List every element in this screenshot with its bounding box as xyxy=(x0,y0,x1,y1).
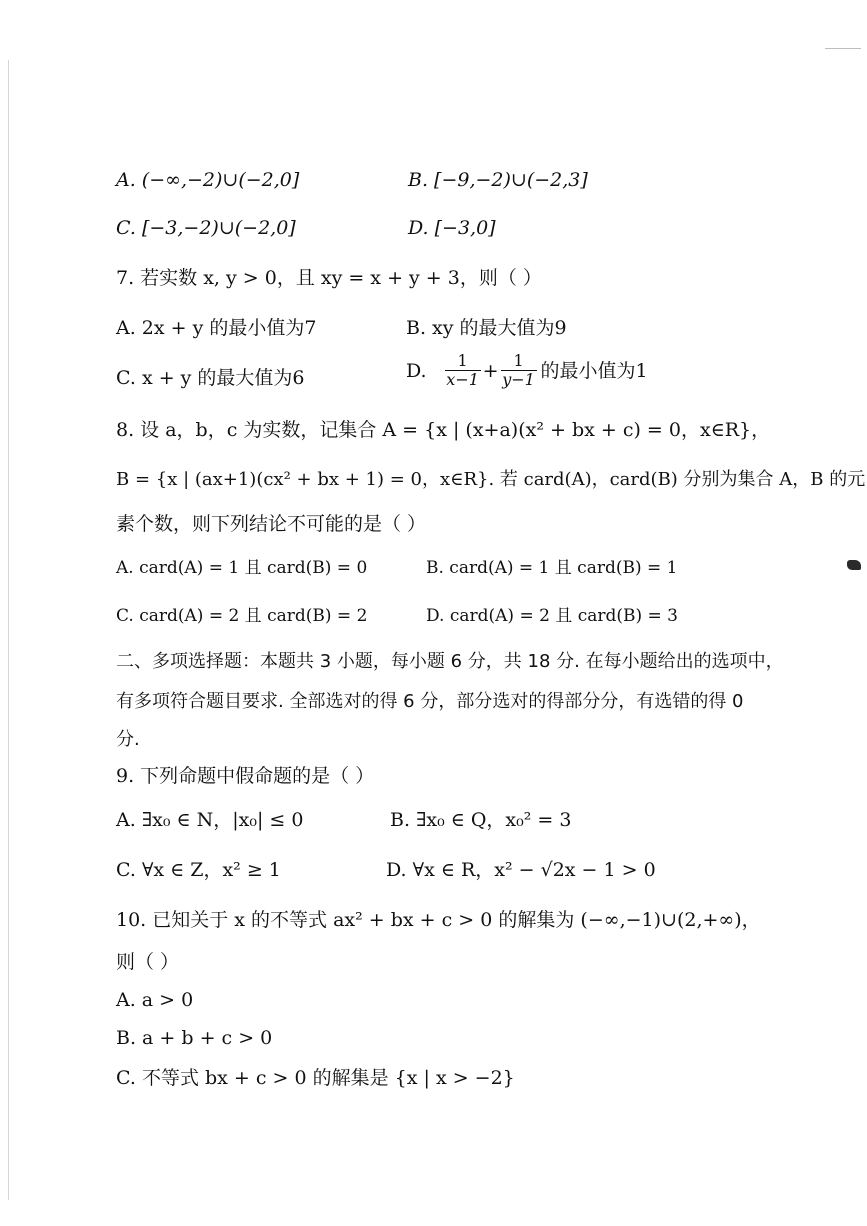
q8-option-b: B. card(A) = 1 且 card(B) = 1 xyxy=(426,558,678,578)
q6-option-b: B. [−9,−2)∪(−2,3] xyxy=(408,169,588,191)
q10-stem: 10. 已知关于 x 的不等式 ax² + bx + c > 0 的解集为 (−∞,−1)∪(2,+∞)， xyxy=(116,909,761,931)
q7-option-a: A. 2x + y 的最小值为7 xyxy=(116,317,317,339)
q7-fraction-1-numerator: 1 xyxy=(457,351,468,370)
section2-line-1: 二、多项选择题：本题共 3 小题，每小题 6 分，共 18 分. 在每小题给出的选项中， xyxy=(116,651,784,672)
section2-line-2: 有多项符合题目要求. 全部选对的得 6 分，部分选对的得部分分，有选错的得 0 xyxy=(116,691,744,712)
q9-option-c: C. ∀x ∈ Z，x² ≥ 1 xyxy=(116,859,281,881)
q7-option-c: C. x + y 的最大值为6 xyxy=(116,367,305,389)
q10-option-a: A. a > 0 xyxy=(116,989,194,1011)
q7-stem: 7. 若实数 x, y > 0，且 xy = x + y + 3，则（ ） xyxy=(116,267,542,289)
q7-plus-sign: + xyxy=(482,359,499,382)
scan-speck xyxy=(847,560,861,570)
q10-option-c: C. 不等式 bx + c > 0 的解集是 {x | x > −2} xyxy=(116,1067,515,1089)
q9-option-b: B. ∃x₀ ∈ Q，x₀² = 3 xyxy=(390,809,572,831)
q8-line-1: 8. 设 a，b，c 为实数，记集合 A = {x | (x+a)(x² + bx + c) = 0，x∈R}， xyxy=(116,419,771,441)
q8-option-a: A. card(A) = 1 且 card(B) = 0 xyxy=(116,558,368,578)
scan-edge-line xyxy=(8,60,9,1200)
q7-fraction-1-denominator: x−1 xyxy=(446,370,479,389)
q7-fraction-2-denominator: y−1 xyxy=(502,370,535,389)
section2-line-3: 分. xyxy=(116,729,140,750)
q7-option-b: B. xy 的最大值为9 xyxy=(406,317,567,339)
q6-option-a: A. (−∞,−2)∪(−2,0] xyxy=(116,169,300,191)
q9-option-d: D. ∀x ∈ R，x² − √2x − 1 > 0 xyxy=(386,859,656,881)
q8-line-3: 素个数，则下列结论不可能的是（ ） xyxy=(116,513,427,535)
q10-stem-2: 则（ ） xyxy=(116,951,180,973)
q6-option-c: C. [−3,−2)∪(−2,0] xyxy=(116,217,296,239)
q7-fraction-1 xyxy=(445,352,481,389)
q9-option-a: A. ∃x₀ ∈ N，|x₀| ≤ 0 xyxy=(116,809,304,831)
q8-option-c: C. card(A) = 2 且 card(B) = 2 xyxy=(116,606,368,626)
q7-fraction-2-numerator: 1 xyxy=(513,351,524,370)
q7-fraction-2 xyxy=(501,352,537,389)
q8-line-2: B = {x | (ax+1)(cx² + bx + 1) = 0，x∈R}. 若 card(A)，card(B) 分别为集合 A，B 的元 xyxy=(116,469,866,490)
q10-option-b: B. a + b + c > 0 xyxy=(116,1027,273,1049)
q6-option-d: D. [−3,0] xyxy=(408,217,496,239)
scan-corner-mark xyxy=(825,48,861,49)
q7-option-d xyxy=(406,352,648,389)
q8-option-d: D. card(A) = 2 且 card(B) = 3 xyxy=(426,606,679,626)
q7-option-d-suffix: 的最小值为1 xyxy=(540,359,648,382)
q9-stem: 9. 下列命题中假命题的是（ ） xyxy=(116,765,375,787)
q7-option-d-prefix: D. xyxy=(406,359,427,382)
